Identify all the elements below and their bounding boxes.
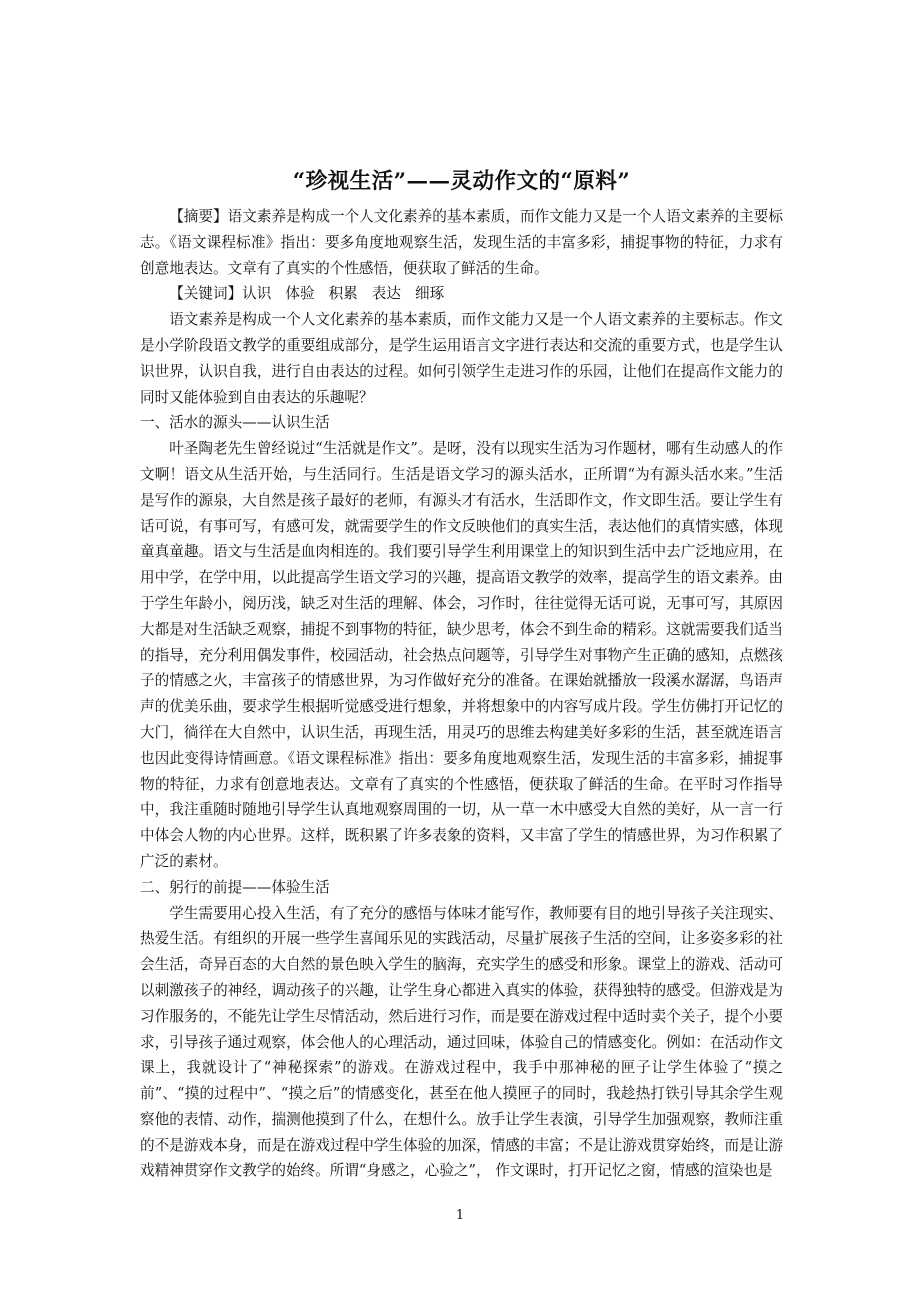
keyword-item: 认识: [242, 285, 272, 303]
abstract-label: 【摘要】: [169, 208, 228, 225]
section-2-paragraph: 学生需要用心投入生活，有了充分的感悟与体味才能写作，教师要有目的地引导孩子关注现实、热爱生活。有组织的开展一些学生喜闻乐见的实践活动，尽量扩展孩子生活的空间，让多姿多彩的社会生活，奇异百态的大自然的景色映入学生的脑海，充实学生的感受和形象。课堂上的游戏、活动可以刺激孩子的神经，调动孩子的兴趣，让学生身心都进入真实的体验，获得独特的感受。但游戏是为习作服务的，不能先让学生尽情活动，然后进行习作，而是要在游戏过程中适时卖个关子，提个小要求，引导孩子通过观察，体会他人的心理活动，通过回味，体验自己的情感变化。例如：在活动作文课上，我就设计了“神秘探索”的游戏。在游戏过程中，我手中那神秘的匣子让学生体验了“摸之前”、“摸的过程中”、“摸之后”的情感变化，甚至在他人摸匣子的同时，我趁热打铁引导其余学生观察他的表情、动作，揣测他摸到了什么，在想什么。放手让学生表演，引导学生加强观察，教师注重的不是游戏本身，而是在游戏过程中学生体验的加深，情感的丰富；不是让游戏贯穿始终，而是让游戏精神贯穿作文教学的始终。所谓“身感之，心验之”， 作文课时，打开记忆之窗，情感的渲染也是: [140, 904, 783, 1180]
intro-paragraph: 语文素养是构成一个人文化素养的基本素质，而作文能力又是一个人语文素养的主要标志。作文是小学阶段语文教学的重要组成部分，是学生运用语言文字进行表达和交流的重要方式，也是学生认识世界，认识自我，进行自由表达的过程。如何引领学生走进习作的乐园，让他们在提高作文能力的同时又能体验到自由表达的乐趣呢？: [140, 311, 783, 406]
section-heading-1: 一、活水的源头——认识生活: [140, 414, 330, 432]
keyword-item: 细琢: [414, 285, 445, 303]
abstract-text: 语文素养是构成一个人文化素养的基本素质，而作文能力又是一个人语文素养的主要标志。《语文课程标准》指出：要多角度地观察生活，发现生活的丰富多彩，捕捉事物的特征，力求有创意地表达。文章有了真实的个性感悟，便获取了鲜活的生命。: [140, 208, 783, 277]
document-title: “珍视生活”——灵动作文的“原料”: [292, 169, 631, 194]
section-heading-2: 二、躬行的前提——体验生活: [140, 878, 330, 896]
keywords-paragraph: [140, 281, 783, 307]
keyword-item: 表达: [371, 285, 401, 303]
page-number: 1: [455, 1208, 465, 1223]
keyword-item: 积累: [328, 285, 358, 303]
section-1-paragraph: 叶圣陶老先生曾经说过“生活就是作文”。是呀，没有以现实生活为习作题材，哪有生动感人的作文啊！语文从生活开始，与生活同行。生活是语文学习的源头活水，正所谓“为有源头活水来。”生活是写作的源泉，大自然是孩子最好的老师，有源头才有活水，生活即作文，作文即生活。要让学生有话可说，有事可写，有感可发，就需要学生的作文反映他们的真实生活，表达他们的真情实感，体现童真童趣。语文与生活是血肉相连的。我们要引导学生利用课堂上的知识到生活中去广泛地应用，在用中学，在学中用，以此提高学生语文学习的兴趣，提高语文教学的效率，提高学生的语文素养。由于学生年龄小，阅历浅，缺乏对生活的理解、体会，习作时，往往觉得无话可说，无事可写，其原因大都是对生活缺乏观察，捕捉不到事物的特征，缺少思考，体会不到生命的精彩。这就需要我们适当的指导，充分利用偶发事件，校园活动，社会热点问题等，引导学生对事物产生正确的感知，点燃孩子的情感之火，丰富孩子的情感世界，为习作做好充分的准备。在课始就播放一段溪水潺潺，鸟语声声的优美乐曲，要求学生根据听觉感受进行想象，并将想象中的内容写成片段。学生仿佛打开记忆的大门，徜徉在大自然中，认识生活，再现生活，用灵巧的思维去构建美好多彩的生活，甚至就连语言也因此变得诗情画意。《语文课程标准》指出：要多角度地观察生活，发现生活的丰富多彩，捕捉事物的特征，力求有创意地表达。文章有了真实的个性感悟，便获取了鲜活的生命。在平时习作指导中，我注重随时随地引导学生认真地观察周围的一切，从一草一木中感受大自然的美好，从一言一行中体会人物的内心世界。这样，既积累了许多表象的资料，又丰富了学生的情感世界，为习作积累了广泛的素材。: [140, 440, 783, 870]
keyword-item: 体验: [285, 285, 315, 303]
document-page: [140, 168, 783, 1184]
keywords-label: 【关键词】: [169, 285, 243, 303]
abstract-paragraph: [140, 204, 783, 281]
